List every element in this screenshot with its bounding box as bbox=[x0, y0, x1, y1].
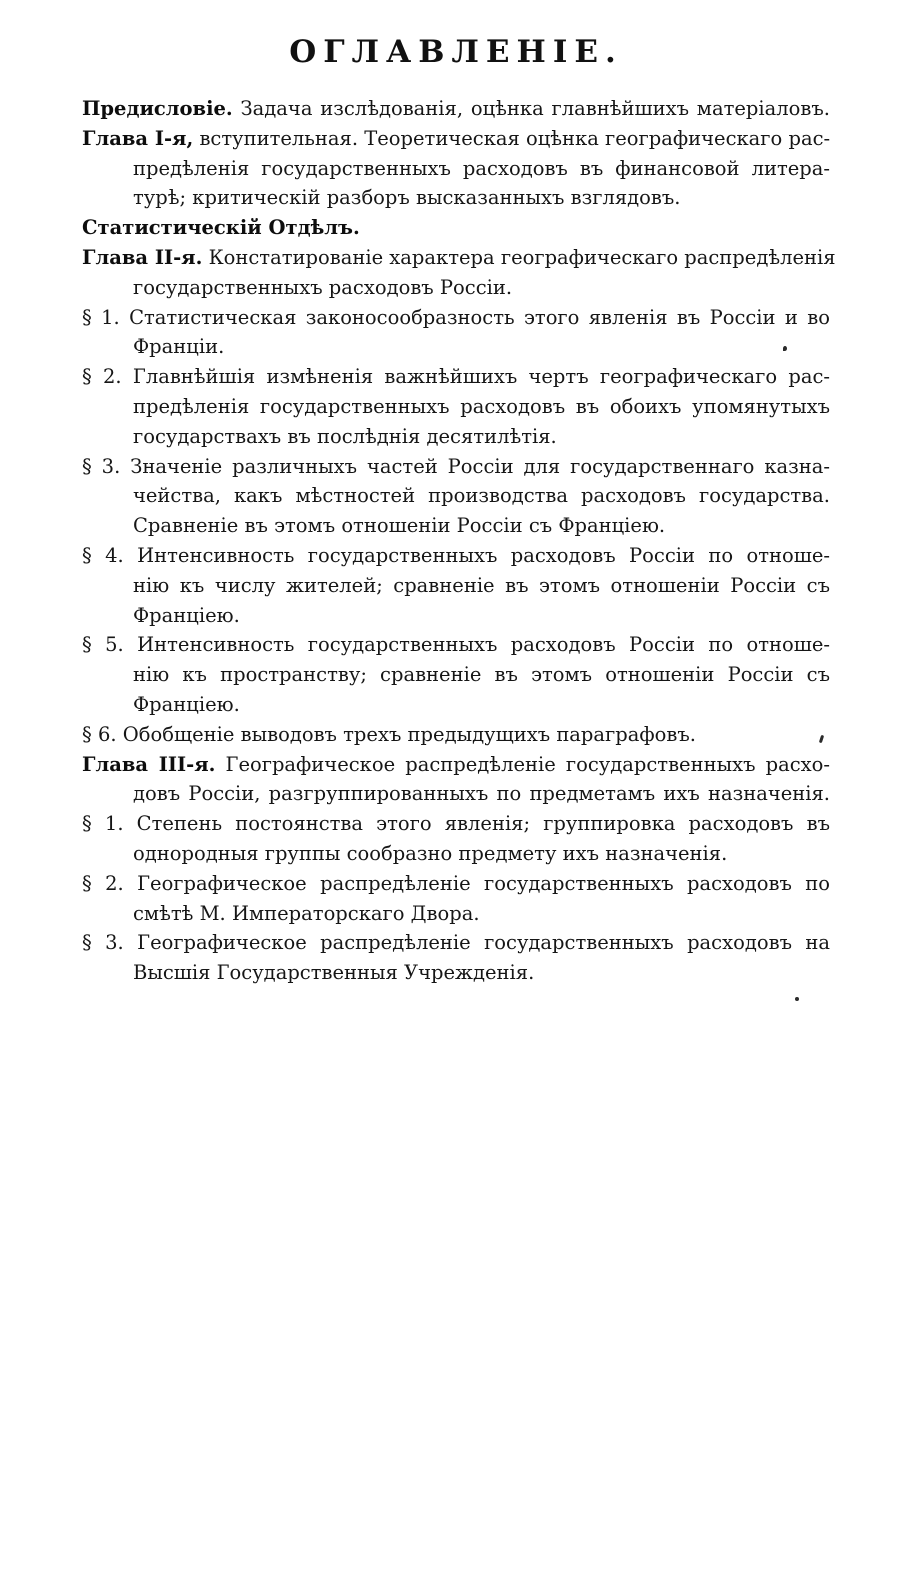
toc-line-text: § 2. Главнѣйшія измѣненія важнѣйшихъ чертъ географическаго рас- bbox=[82, 365, 830, 389]
toc-line bbox=[82, 154, 830, 184]
toc-entry-lead: Статистическій Отдѣлъ. bbox=[82, 216, 360, 240]
toc-line bbox=[82, 183, 830, 213]
toc-line-text: § 3. Значеніе различныхъ частей Россіи для государственнаго казна- bbox=[82, 454, 830, 478]
toc-line-text: § 1. Степень постоянства этого явленія; группировка расходовъ въ bbox=[82, 812, 830, 836]
toc-line bbox=[82, 422, 830, 452]
toc-line bbox=[82, 809, 830, 839]
toc-line bbox=[82, 452, 830, 482]
toc-line bbox=[82, 541, 830, 571]
toc-line bbox=[82, 243, 836, 273]
toc-line-text: государствахъ въ послѣднія десятилѣтія. bbox=[133, 424, 557, 448]
toc-line-text: довъ Россіи, разгруппированныхъ по предметамъ ихъ назначенія. bbox=[133, 782, 830, 806]
toc-line-text: Географическое распредѣленіе государственныхъ расхо- bbox=[225, 752, 830, 776]
toc-line bbox=[82, 630, 830, 660]
toc-line-text: государственныхъ расходовъ Россіи. bbox=[133, 275, 513, 299]
toc-line-text: Констатированіе характера географическаго распредѣленія bbox=[208, 245, 836, 269]
toc-line-text: Франціею. bbox=[133, 692, 240, 716]
toc-line bbox=[82, 601, 830, 631]
toc-line-text: предѣленія государственныхъ расходовъ въ финансовой литера- bbox=[133, 156, 830, 180]
toc-line bbox=[82, 481, 830, 511]
scan-speck bbox=[783, 346, 787, 351]
table-of-contents bbox=[82, 94, 836, 988]
toc-line-text: § 4. Интенсивность государственныхъ расходовъ Россіи по отноше- bbox=[82, 543, 830, 567]
toc-line-text: предѣленія государственныхъ расходовъ въ обоихъ упомянутыхъ bbox=[133, 394, 830, 418]
toc-line bbox=[82, 869, 830, 899]
toc-line bbox=[82, 899, 830, 929]
toc-line-text: нію къ числу жителей; сравненіе въ этомъ отношеніи Россіи съ bbox=[133, 573, 830, 597]
toc-line-text: Задача изслѣдованія, оцѣнка главнѣйшихъ матеріаловъ. bbox=[240, 97, 830, 120]
toc-line-text: турѣ; критическій разборъ высказанныхъ взглядовъ. bbox=[133, 186, 681, 210]
toc-line bbox=[82, 124, 830, 154]
toc-line-text: § 2. Географическое распредѣленіе государственныхъ расходовъ по bbox=[82, 871, 830, 895]
toc-line-text: нію къ пространству; сравненіе въ этомъ отношеніи Россіи съ bbox=[133, 663, 830, 687]
scan-speck bbox=[795, 997, 799, 1001]
toc-line-text: § 1. Статистическая законосообразность этого явленія въ Россіи и во bbox=[82, 305, 830, 329]
page-title: ОГЛАВЛЕНІЕ. bbox=[289, 34, 623, 70]
toc-line-text: Сравненіе въ этомъ отношеніи Россіи съ Франціею. bbox=[133, 514, 666, 538]
toc-line bbox=[82, 660, 830, 690]
toc-line bbox=[82, 779, 830, 809]
toc-line bbox=[82, 213, 830, 243]
toc-line-text: вступительная. Теоретическая оцѣнка географическаго рас- bbox=[199, 126, 831, 150]
toc-line-text: чейства, какъ мѣстностей производства расходовъ государства. bbox=[133, 484, 830, 508]
toc-line bbox=[82, 690, 830, 720]
toc-line-text: смѣтѣ М. Императорскаго Двора. bbox=[133, 901, 480, 925]
toc-line-text: Франціею. bbox=[133, 603, 240, 627]
toc-line-text: § 6. Обобщеніе выводовъ трехъ предыдущихъ параграфовъ. bbox=[82, 722, 696, 746]
toc-line-text: § 5. Интенсивность государственныхъ расходовъ Россіи по отноше- bbox=[82, 633, 830, 657]
toc-line-text: § 3. Географическое распредѣленіе государственныхъ расходовъ на bbox=[82, 931, 830, 955]
toc-line bbox=[82, 571, 830, 601]
toc-line bbox=[82, 362, 830, 392]
toc-entry-lead: Глава I-я, bbox=[82, 126, 194, 150]
toc-entry-lead: Предисловіе. bbox=[82, 97, 233, 120]
toc-entry-lead: Глава III-я. bbox=[82, 752, 216, 776]
toc-line bbox=[82, 958, 830, 988]
toc-entry-lead: Глава II-я. bbox=[82, 245, 203, 269]
toc-line bbox=[82, 332, 830, 362]
toc-line-text: однородныя группы сообразно предмету ихъ назначенія. bbox=[133, 841, 728, 865]
toc-line bbox=[82, 392, 830, 422]
toc-line bbox=[82, 303, 830, 333]
toc-line-text: Высшія Государственныя Учрежденія. bbox=[133, 961, 535, 985]
toc-line bbox=[82, 273, 830, 303]
toc-line bbox=[82, 750, 830, 780]
toc-line bbox=[82, 928, 830, 958]
toc-line bbox=[82, 839, 830, 869]
toc-line bbox=[82, 94, 830, 124]
toc-line bbox=[82, 720, 830, 750]
toc-line-text: Франціи. bbox=[133, 335, 225, 359]
toc-line bbox=[82, 511, 830, 541]
